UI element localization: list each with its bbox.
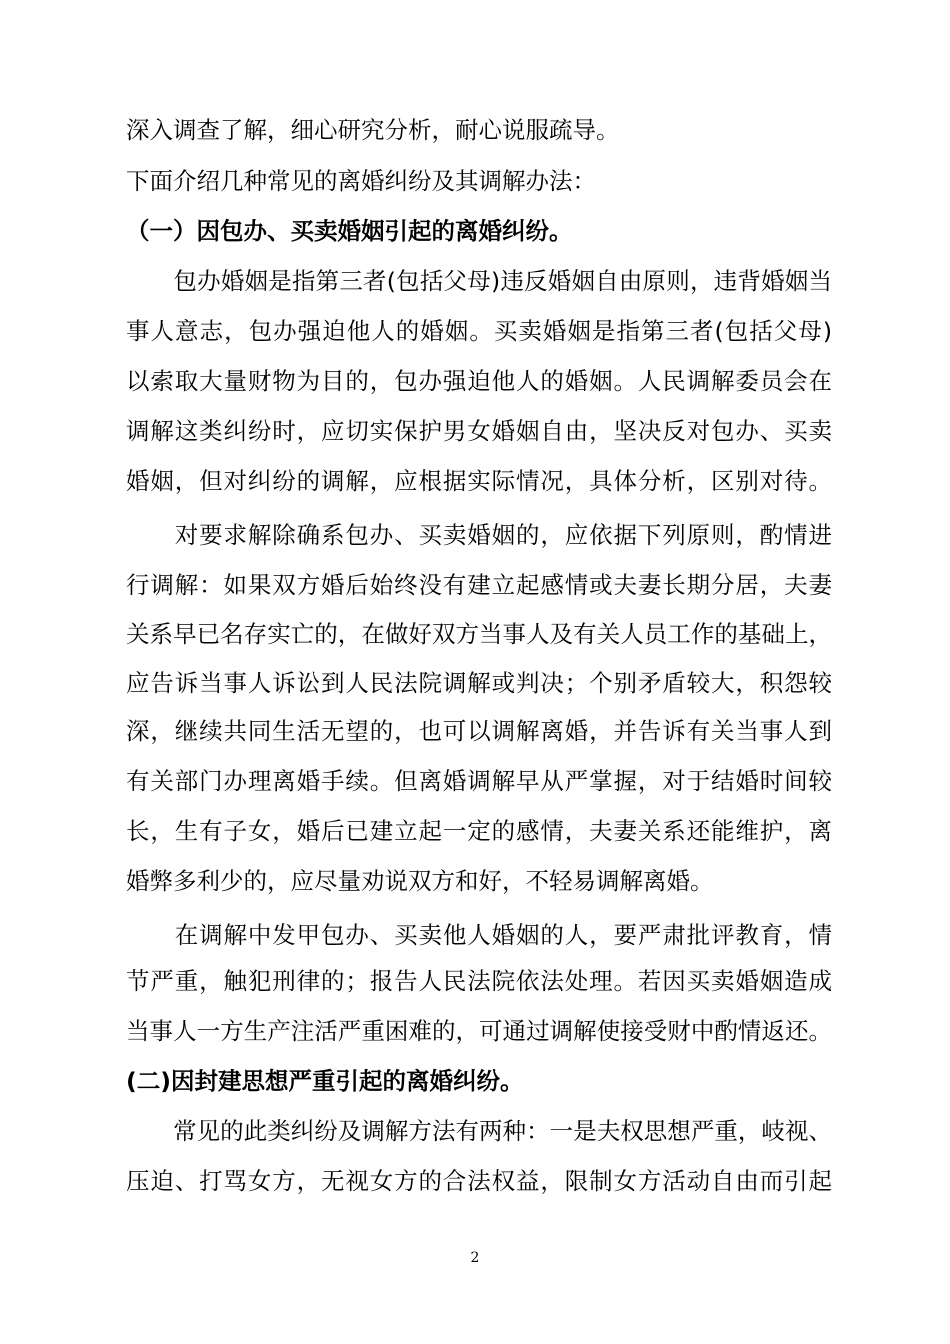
text-line: 在调解中发甲包办、买卖他人婚姻的人，要严肃批评教育，情 bbox=[126, 921, 832, 949]
page-number: 2 bbox=[470, 1250, 480, 1266]
text-line: 当事人一方生产注活严重困难的，可通过调解使接受财中酌情返还。 bbox=[126, 1017, 832, 1045]
text-line: 婚姻，但对纠纷的调解，应根据实际情况，具体分析，区别对待。 bbox=[126, 467, 832, 495]
text-line: 下面介绍几种常见的离婚纠纷及其调解办法： bbox=[126, 167, 596, 195]
text-line: 长，生有子女，婚后已建立起一定的感情，夫妻关系还能维护，离 bbox=[126, 817, 832, 845]
section-heading-1: （一）因包办、买卖婚姻引起的离婚纠纷。 bbox=[126, 217, 573, 245]
text-line: 包办婚姻是指第三者(包括父母)违反婚姻自由原则，违背婚姻当 bbox=[126, 267, 832, 295]
text-line: 婚弊多利少的，应尽量劝说双方和好，不轻易调解离婚。 bbox=[126, 867, 714, 895]
text-line: 调解这类纠纷时，应切实保护男女婚姻自由，坚决反对包办、买卖 bbox=[126, 417, 832, 445]
text-line: 以索取大量财物为目的，包办强迫他人的婚姻。人民调解委员会在 bbox=[126, 367, 832, 395]
text-line: 应告诉当事人诉讼到人民法院调解或判决；个别矛盾较大，积怨较 bbox=[126, 669, 832, 697]
text-line: 关系早已名存实亡的，在做好双方当事人及有关人员工作的基础上， bbox=[126, 620, 832, 648]
section-heading-2: (二)因封建思想严重引起的离婚纠纷。 bbox=[126, 1067, 524, 1095]
text-line: 节严重，触犯刑律的；报告人民法院依法处理。若因买卖婚姻造成 bbox=[126, 967, 832, 995]
text-line: 常见的此类纠纷及调解方法有两种：一是夫权思想严重，岐视、 bbox=[126, 1117, 832, 1145]
text-line: 压迫、打骂女方，无视女方的合法权益，限制女方活动自由而引起 bbox=[126, 1167, 832, 1195]
text-line: 对要求解除确系包办、买卖婚姻的，应依据下列原则，酌情进 bbox=[126, 521, 832, 549]
text-line: 事人意志，包办强迫他人的婚姻。买卖婚姻是指第三者(包括父母) bbox=[126, 317, 832, 345]
text-line: 深入调查了解，细心研究分析，耐心说服疏导。 bbox=[126, 116, 620, 144]
text-line: 深，继续共同生活无望的，也可以调解离婚，并告诉有关当事人到 bbox=[126, 717, 832, 745]
text-line: 行调解：如果双方婚后始终没有建立起感情或夫妻长期分居，夫妻 bbox=[126, 571, 832, 599]
text-line: 有关部门办理离婚手续。但离婚调解早从严掌握，对于结婚时间较 bbox=[126, 767, 832, 795]
